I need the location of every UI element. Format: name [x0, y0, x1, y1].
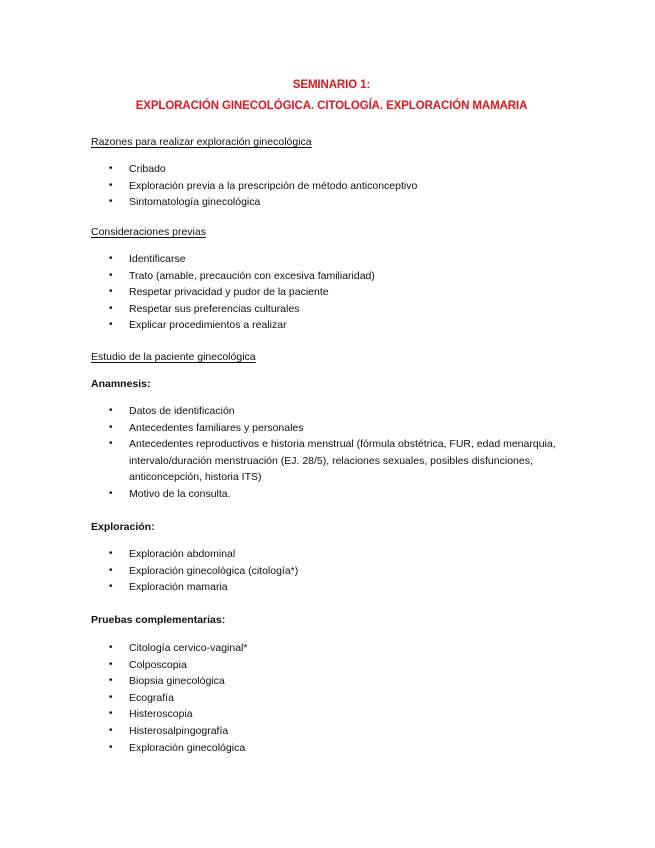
list-item: • Exploración previa a la prescripción de método anticonceptivo	[0, 178, 600, 195]
bullet-icon: •	[109, 269, 113, 281]
subheading-pruebas: Pruebas complementarias:	[91, 614, 226, 626]
bullet-icon: •	[109, 179, 113, 191]
bullet-icon: •	[109, 658, 113, 670]
list-item: • Antecedentes reproductivos e historia menstrual (fórmula obstétrica, FUR, edad menarquia, intervalo/duración menstruación (EJ. 28/5), relaciones sexuales, posibles disfunciones, anticoncepción, historia ITS)	[109, 438, 556, 484]
list-item: • Histerosalpingografía	[0, 723, 600, 740]
list-pruebas	[0, 640, 600, 756]
bullet-icon: •	[109, 741, 113, 753]
bullet-icon: •	[109, 196, 113, 208]
list-item: • Respetar sus preferencias culturales	[0, 301, 600, 318]
bullet-icon: •	[109, 548, 113, 559]
list-item: • Trato (amable, precaución con excesiva familiaridad)	[0, 268, 600, 285]
bullet-icon: •	[109, 286, 113, 298]
document-title-line2: EXPLORACIÓN GINECOLÓGICA. CITOLOGÍA. EXPLORACIÓN MAMARIA	[135, 100, 528, 112]
bullet-icon: •	[109, 487, 113, 499]
list-item: • Cribado	[0, 161, 600, 178]
list-item: • Datos de identificación	[0, 403, 600, 420]
list-item: • Explicar procedimientos a realizar	[0, 317, 600, 334]
list-exploracion	[0, 546, 600, 596]
bullet-icon: •	[109, 438, 113, 450]
section-heading-consideraciones: Consideraciones previas	[91, 226, 206, 238]
bullet-icon: •	[109, 421, 113, 433]
bullet-icon: •	[109, 319, 113, 331]
list-item: • Sintomatología ginecológica	[0, 194, 600, 211]
list-item: • Antecedentes familiares y personales	[0, 420, 600, 437]
bullet-icon: •	[109, 405, 113, 416]
bullet-icon: •	[109, 724, 113, 736]
bullet-icon: •	[109, 302, 113, 314]
list-item: • Exploración ginecológica	[0, 740, 600, 757]
bullet-icon: •	[109, 564, 113, 576]
section-heading-estudio: Estudio de la paciente ginecológica	[91, 351, 256, 363]
bullet-icon: •	[109, 642, 113, 653]
list-item: • Histeroscopia	[0, 706, 600, 723]
list-item: • Exploración abdominal	[0, 546, 600, 563]
list-razones	[0, 161, 600, 211]
subheading-exploracion: Exploración:	[91, 521, 155, 533]
bullet-icon: •	[109, 675, 113, 687]
list-item: • Identificarse	[0, 251, 600, 268]
list-anamnesis	[0, 403, 600, 503]
list-item: • Motivo de la consulta.	[0, 486, 600, 503]
bullet-icon: •	[109, 691, 113, 703]
bullet-icon: •	[109, 163, 113, 174]
list-item: • Exploración mamaria	[0, 579, 600, 596]
bullet-icon: •	[109, 253, 113, 264]
list-item: • Citología cervico-vaginal*	[0, 640, 600, 657]
list-item: • Exploración ginecológica (citología*)	[0, 563, 600, 580]
list-item: • Biopsia ginecológica	[0, 673, 600, 690]
list-consideraciones	[0, 251, 600, 334]
list-item: • Colposcopia	[0, 657, 600, 674]
bullet-icon: •	[109, 708, 113, 720]
list-item: • Ecografía	[0, 690, 600, 707]
document-title-line1: SEMINARIO 1:	[292, 79, 371, 91]
list-item: • Respetar privacidad y pudor de la paciente	[0, 284, 600, 301]
subheading-anamnesis: Anamnesis:	[91, 378, 151, 390]
bullet-icon: •	[109, 581, 113, 593]
section-heading-razones: Razones para realizar exploración ginecológica	[91, 136, 312, 148]
